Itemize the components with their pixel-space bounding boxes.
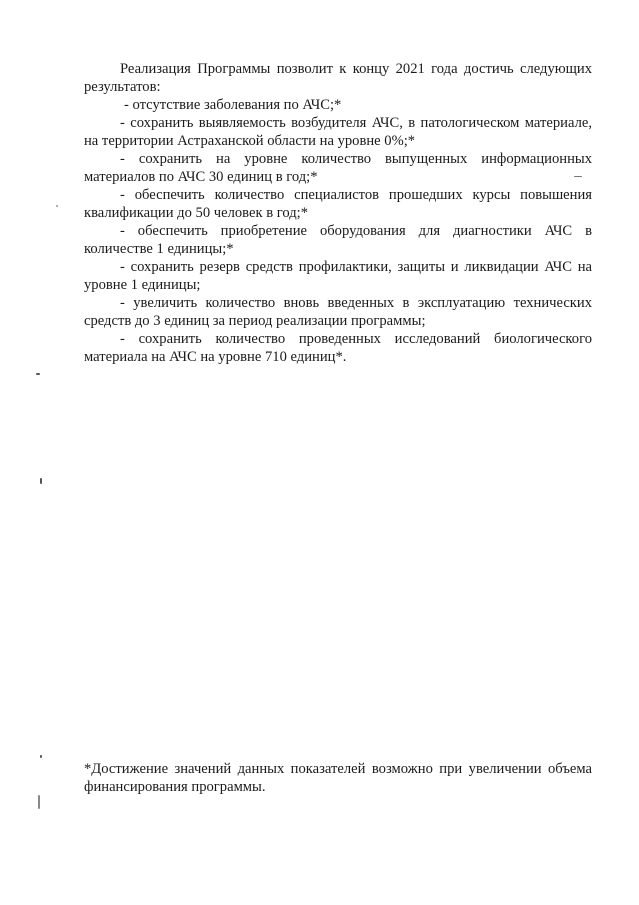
result-item-8: - сохранить количество проведенных исследований биологического материала на АЧС на уровне 710 единиц*. <box>84 331 592 365</box>
results-section <box>84 60 592 366</box>
scan-speck <box>40 755 42 758</box>
result-item-1: - отсутствие заболевания по АЧС;* <box>124 97 342 113</box>
result-item-7: - увеличить количество вновь введенных в эксплуатацию технических средств до 3 единиц за период реализации программы; <box>84 295 592 329</box>
result-item-5: - обеспечить приобретение оборудования для диагностики АЧС в количестве 1 единицы;* <box>84 223 592 257</box>
result-item-3: - сохранить на уровне количество выпущенных информационных материалов по АЧС 30 единиц в год;* <box>84 151 592 185</box>
scan-speck <box>574 176 582 177</box>
intro-paragraph: Реализация Программы позволит к концу 2021 года достичь следующих результатов: <box>84 61 592 95</box>
scan-speck <box>40 478 42 484</box>
result-item-6: - сохранить резерв средств профилактики, защиты и ликвидации АЧС на уровне 1 единицы; <box>84 259 592 293</box>
footnote: *Достижение значений данных показателей возможно при увеличении объема финансирования программы. <box>84 761 592 795</box>
scan-speck <box>38 795 40 809</box>
result-item-4: - обеспечить количество специалистов прошедших курсы повышения квалификации до 50 человек в год;* <box>84 187 592 221</box>
scan-speck <box>56 205 58 207</box>
scan-speck <box>36 373 40 375</box>
result-item-2: - сохранить выявляемость возбудителя АЧС, в патологическом материале, на территории Астраханской области на уровне 0%;* <box>84 115 592 149</box>
